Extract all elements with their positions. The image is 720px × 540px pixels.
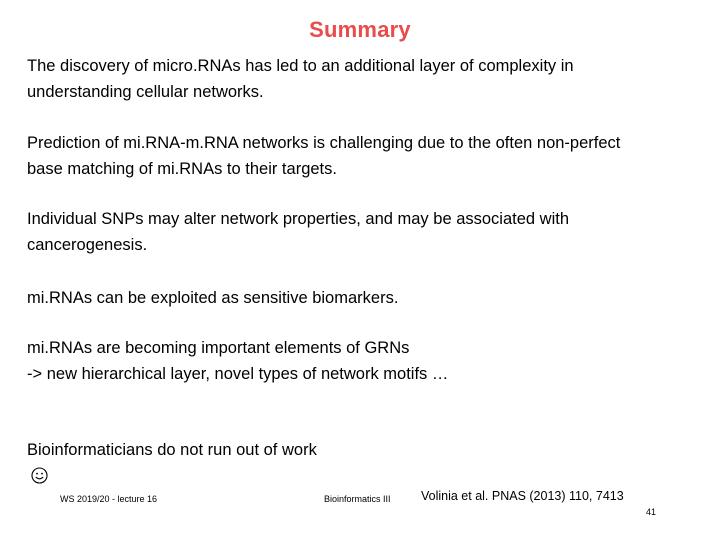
summary-paragraph-4: mi.RNAs can be exploited as sensitive biomarkers. xyxy=(27,289,399,307)
footer-reference: Volinia et al. PNAS (2013) 110, 7413 xyxy=(421,489,624,503)
slide-title: Summary xyxy=(309,17,411,42)
page-number: 41 xyxy=(646,507,657,517)
summary-paragraph-2: Prediction of mi.RNA-m.RNA networks is challenging due to the often non-perfect base matching of mi.RNAs to their targets. xyxy=(27,134,621,178)
smiley-face-icon xyxy=(31,467,48,484)
footer-course-label: Bioinformatics III xyxy=(324,494,391,504)
footer-lecture-label: WS 2019/20 - lecture 16 xyxy=(60,494,158,504)
summary-paragraph-1: The discovery of micro.RNAs has led to an additional layer of complexity in understanding cellular networks. xyxy=(27,57,574,101)
summary-paragraph-6 xyxy=(27,411,687,489)
summary-paragraph-3: Individual SNPs may alter network properties, and may be associated with cancerogenesis. xyxy=(27,210,570,254)
summary-paragraph-5: mi.RNAs are becoming important elements of GRNs -> new hierarchical layer, novel types of network motifs … xyxy=(27,339,449,383)
summary-paragraph-6-text: Bioinformaticians do not run out of work xyxy=(27,441,317,459)
